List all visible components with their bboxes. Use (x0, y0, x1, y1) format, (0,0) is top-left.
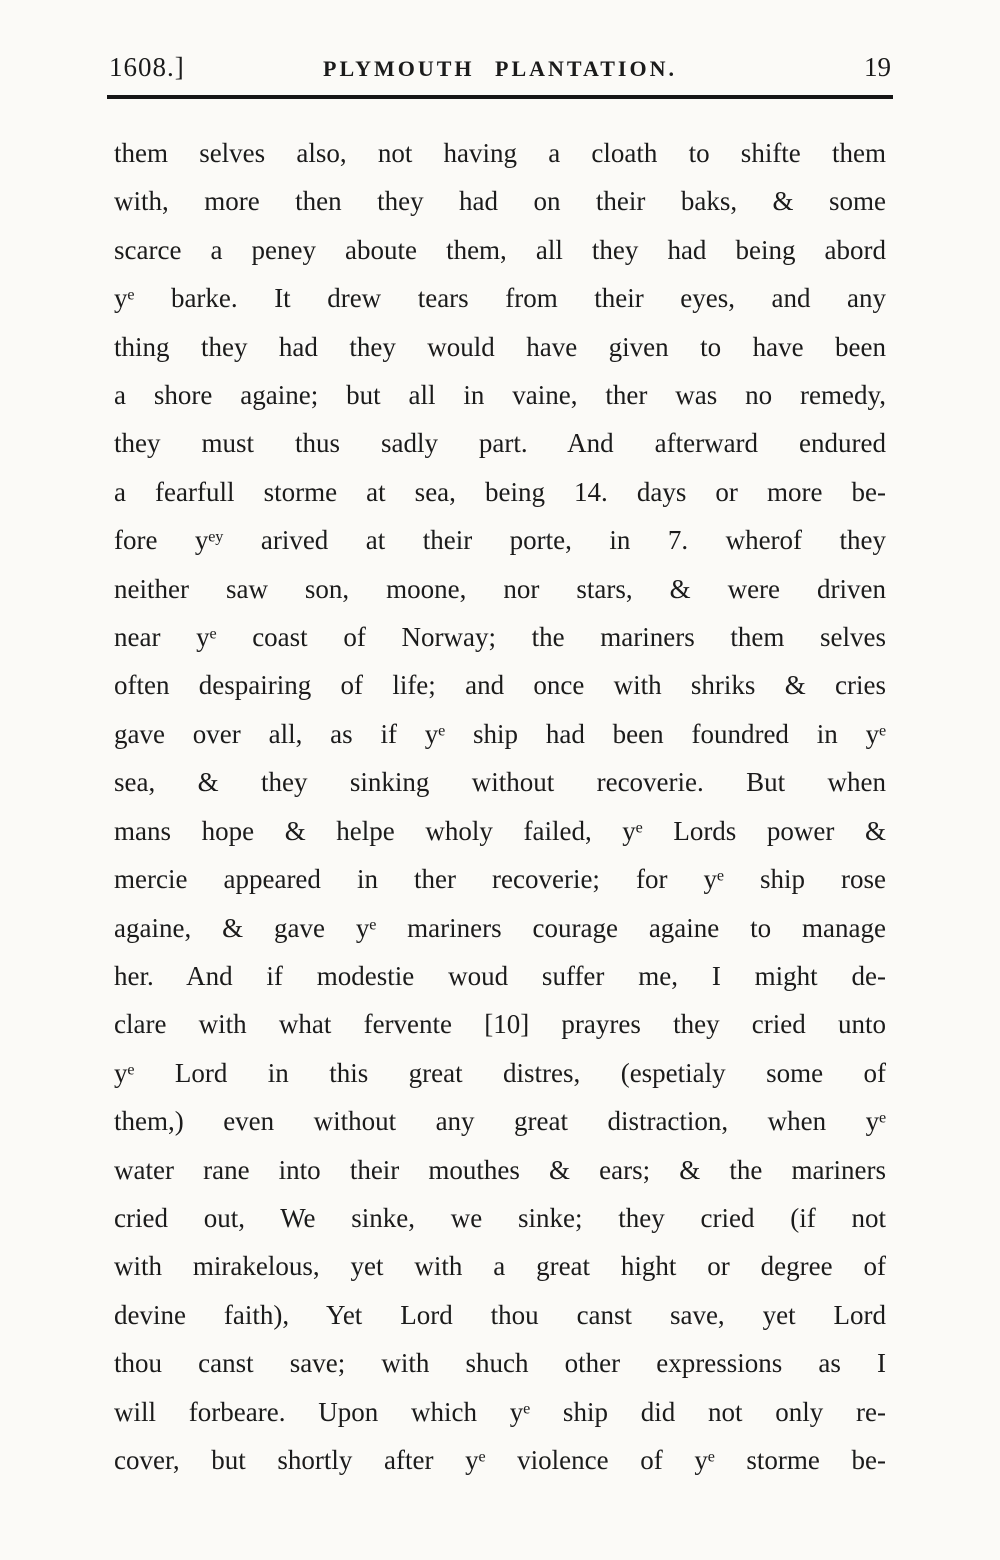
text-line: thing they had they would have given to have been (114, 331, 886, 362)
text-line: water rane into their mouthes & ears; & the mariners (114, 1154, 886, 1185)
page-header (109, 52, 891, 83)
text-line: near yᵉ coast of Norway; the mariners them selves (114, 622, 886, 653)
text-line: yᵉ barke. It drew tears from their eyes, and any (114, 283, 886, 314)
text-line: cried out, We sinke, we sinke; they cried (if not (114, 1202, 886, 1233)
header-page-number: 19 (864, 52, 891, 82)
text-line: againe, & gave yᵉ mariners courage againe to manage (114, 912, 886, 943)
text-line: often despairing of life; and once with shriks & cries (114, 670, 886, 701)
text-line: a shore againe; but all in vaine, ther was no remedy, (114, 380, 886, 411)
text-line: them,) even without any great distraction, when yᵉ (114, 1106, 886, 1137)
text-line: scarce a peney aboute them, all they had being abord (114, 234, 886, 265)
text-line: yᵉ Lord in this great distres, (espetialy some of (114, 1057, 886, 1088)
text-line: them selves also, not having a cloath to shifte them (114, 138, 886, 168)
text-line: devine faith), Yet Lord thou canst save, yet Lord (114, 1299, 886, 1330)
text-line: gave over all, as if yᵉ ship had been foundred in yᵉ (114, 718, 886, 749)
text-line: with mirakelous, yet with a great hight or degree of (114, 1251, 886, 1282)
header-title: PLYMOUTH PLANTATION. (323, 56, 677, 81)
text-line: mercie appeared in ther recoverie; for yᵉ ship rose (114, 864, 886, 895)
text-line: clare with what fervente [10] prayres they cried unto (114, 1009, 886, 1040)
text-line: cover, but shortly after yᵉ violence of yᵉ storme be- (114, 1444, 886, 1475)
text-line: mans hope & helpe wholy failed, yᵉ Lords power & (114, 815, 886, 846)
text-line: with, more then they had on their baks, & some (114, 186, 886, 217)
text-line: her. And if modestie woud suffer me, I might de- (114, 960, 886, 991)
text-line: will forbeare. Upon which yᵉ ship did not only re- (114, 1396, 886, 1427)
text-line: a fearfull storme at sea, being 14. days or more be- (114, 476, 886, 507)
text-line: thou canst save; with shuch other expressions as I (114, 1348, 886, 1379)
text-line: they must thus sadly part. And afterward endured (114, 428, 886, 459)
text-line: fore yᵉʸ arived at their porte, in 7. wherof they (114, 525, 886, 556)
header-year: 1608.] (109, 52, 185, 82)
header-rule (107, 95, 893, 99)
text-line: neither saw son, moone, nor stars, & were driven (114, 573, 886, 604)
text-body (114, 129, 886, 1484)
text-line: sea, & they sinking without recoverie. But when (114, 767, 886, 798)
